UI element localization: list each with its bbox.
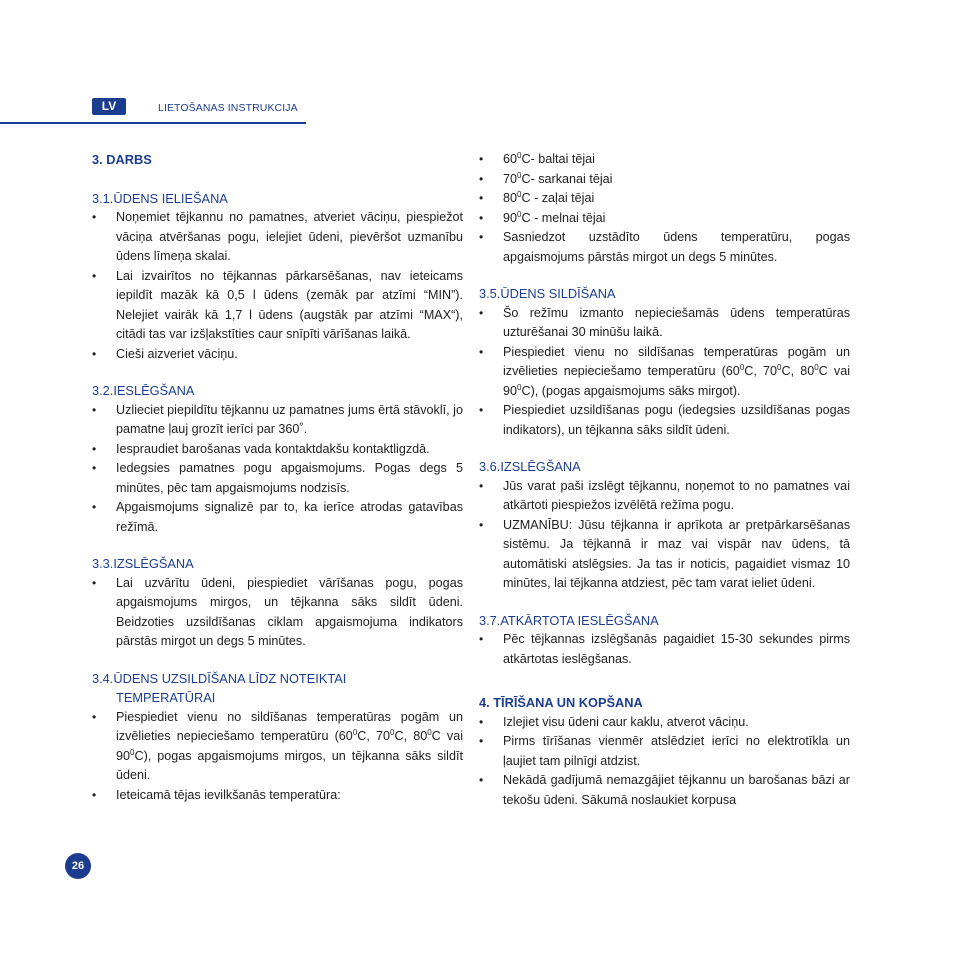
page-number: 26: [65, 853, 91, 879]
list-item: • Sasniedzot uzstādīto ūdens temperatūru, pogas apgaismojums pārstās mirgot un degs 5 minūtes.: [479, 228, 850, 267]
list-item: • Noņemiet tējkannu no pamatnes, atveriet vāciņu, piespiežot vāciņa atvēršanas pogu, ielejiet ūdeni, pievēršot uzmanību ūdens līmeņa skalai.: [92, 208, 463, 267]
list-item: • Piespiediet uzsildīšanas pogu (iedegsies uzsildīšanas pogas indikators), un tējkanna sāks sildīt ūdeni.: [479, 401, 850, 440]
list-item: • Iedegsies pamatnes pogu apgaismojums. Pogas degs 5 minūtes, pēc tam apgaismojums nodzisīs.: [92, 459, 463, 498]
page-header: [0, 96, 306, 124]
list-item: • Apgaismojums signalizē par to, ka ierīce atrodas gatavības režīmā.: [92, 498, 463, 537]
list-item: • Piespiediet vienu no sildīšanas temperatūras pogām un izvēlieties nepieciešamo temperatūru ($60^0C$, $70^0C$, $80^0C$ vai $90^0C$), pogas apgaismojums mirgos, un tējkanna sāks sildīt ūdeni.: [92, 708, 463, 786]
list-item: • Nekādā gadījumā nemazgājiet tējkannu un barošanas bāzi ar tekošu ūdeni. Sākumā noslaukiet korpusa: [479, 771, 850, 810]
section-3-6-heading: 3.6.IZSLĒGŠANA: [479, 459, 581, 474]
list-item: • Ieteicamā tējas ievilkšanās temperatūra:: [92, 786, 463, 806]
list-item: • Pēc tējkannas izslēgšanās pagaidiet 15-30 sekundes pirms atkārtotas ieslēgšanas.: [479, 630, 850, 669]
section-3-7-heading: 3.7.ATKĀRTOTA IESLĒGŠANA: [479, 612, 659, 628]
list-item: • Piespiediet vienu no sildīšanas temperatūras pogām un izvēlieties nepieciešamo temperatūru ($60^0C$, $70^0C$, $80^0C$ vai $90^0C$), (pogas apgaismojums sāks mirgot).: [479, 343, 850, 402]
list-item: • Uzlieciet piepildītu tējkannu uz pamatnes jums ērtā stāvoklī, jo pamatne ļauj grozīt ierīci par 360˚.: [92, 401, 463, 440]
right-column: [479, 150, 850, 827]
header-divider: [0, 122, 306, 124]
section-3-3-heading: 3.3.IZSLĒGŠANA: [92, 556, 194, 571]
section-3-4-heading-cont: TEMPERATŪRAI: [116, 690, 216, 705]
list-item: • UZMANĪBU: Jūsu tējkanna ir aprīkota ar pretpārkarsēšanas sistēmu. Ja tējkannā ir maz vai vispār nav ūdens, tā automātiski atslēgsies. Ja tas ir noticis, pagaidiet vismaz 10 minūtes, lai tējkanna atdziest, pēc tam varat ieliet ūdeni.: [479, 516, 850, 594]
section-3-1-list: [92, 208, 463, 364]
section-3-6-list: [479, 477, 850, 594]
language-badge: LV: [92, 98, 126, 115]
left-column: [92, 150, 463, 822]
section-3-1-heading: 3.1.ŪDENS IELIEŠANA: [92, 190, 228, 206]
section-3-5-list: [479, 304, 850, 441]
list-item: • Šo režīmu izmanto nepieciešamās ūdens temperatūras uzturēšanai 30 minūšu laikā.: [479, 304, 850, 343]
section-4-list: [479, 713, 850, 811]
list-item: • Lai izvairītos no tējkannas pārkarsēšanas, nav ieteicams iepildīt mazāk kā 0,5 l ūdens (zemāk par atzīmi “MIN”). Nelejiet vairāk kā 1,7 l ūdens (augstāk par atzīmi “MAX“), citādi tas var izšļakstīties caur snīpīti vārīšanas laikā.: [92, 267, 463, 345]
section-3-heading: 3. DARBS: [92, 152, 152, 167]
section-4-heading: 4. TĪRĪŠANA UN KOPŠANA: [479, 695, 643, 710]
list-item: • $60^0C-$ baltai tējai: [479, 150, 850, 170]
section-3-4-list: [92, 708, 463, 806]
section-3-2-heading: 3.2.IESLĒGŠANA: [92, 383, 195, 398]
tea-temperature-list: [479, 150, 850, 267]
list-item: • Izlejiet visu ūdeni caur kaklu, atverot vāciņu.: [479, 713, 850, 733]
header-title: LIETOŠANAS INSTRUKCIJA: [158, 102, 298, 114]
list-item: • $80^0C$ - zaļai tējai: [479, 189, 850, 209]
list-item: • $70^0C-$ sarkanai tējai: [479, 170, 850, 190]
section-3-7-list: [479, 630, 850, 669]
section-3-3-list: [92, 574, 463, 652]
list-item: • Iespraudiet barošanas vada kontaktdakšu kontaktligzdā.: [92, 440, 463, 460]
list-item: • $90^0C$ - melnai tējai: [479, 209, 850, 229]
section-3-2-list: [92, 401, 463, 538]
list-item: • Jūs varat paši izslēgt tējkannu, noņemot to no pamatnes vai atkārtoti piespiežos izvēlētā režīma pogu.: [479, 477, 850, 516]
list-item: • Cieši aizveriet vāciņu.: [92, 345, 463, 365]
list-item: • Lai uzvārītu ūdeni, piespiediet vārīšanas pogu, pogas apgaismojums mirgos, un tējkanna sāks sildīt ūdeni. Beidzoties uzsildīšanas ciklam apgaismojuma indikators pārstās mirgot un degs 5 minūtes.: [92, 574, 463, 652]
section-3-5-heading: 3.5.ŪDENS SILDĪŠANA: [479, 286, 616, 301]
list-item: • Pirms tīrīšanas vienmēr atslēdziet ierīci no elektrotīkla un ļaujiet tam pilnīgi atdzist.: [479, 732, 850, 771]
section-3-4-heading: 3.4.ŪDENS UZSILDĪŠANA LĪDZ NOTEIKTAI: [92, 670, 347, 686]
